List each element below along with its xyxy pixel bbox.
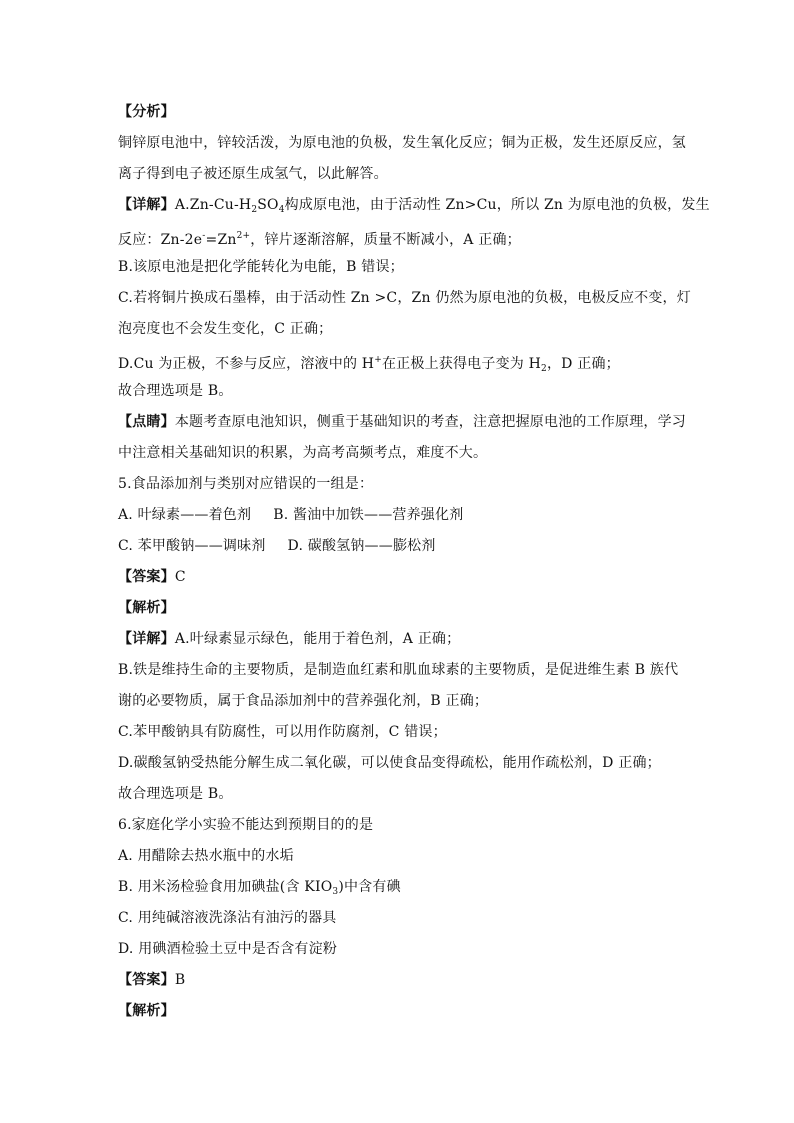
q6-option-d: D. 用碘酒检验土豆中是否含有淀粉 bbox=[118, 941, 338, 957]
q5-detail-b2: 谢的必要物质，属于食品添加剂中的营养强化剂，B 正确； bbox=[118, 693, 489, 709]
analysis-tag: 【分析】 bbox=[118, 104, 175, 120]
detail-d-superscript: + bbox=[374, 355, 382, 365]
detail-d-mid: 在正极上获得电子变为 H bbox=[381, 356, 542, 372]
q6-jiexi-heading bbox=[118, 1001, 683, 1021]
q6-jiexi-tag: 【解析】 bbox=[118, 1003, 175, 1019]
q5-detail-a-text: A.叶绿素显示绿色，能用于着色剂，A 正确； bbox=[174, 631, 461, 647]
detail-line-c2: 泡亮度也不会发生变化，C 正确； bbox=[118, 321, 333, 337]
detail-a2-post: ，锌片逐渐溶解，质量不断减小，A 正确； bbox=[250, 232, 521, 248]
q5-answer-line bbox=[118, 567, 683, 587]
q5-answer-tag: 【答案】 bbox=[118, 569, 175, 585]
comment-tag: 【点睛】 bbox=[118, 414, 175, 430]
detail-line-b: B.该原电池是把化学能转化为电能，B 错误； bbox=[118, 259, 404, 275]
detail-d-post: ，D 正确； bbox=[546, 356, 620, 372]
q5-detail-a bbox=[118, 629, 683, 649]
q6-option-c: C. 用纯碱溶液洗涤沾有油污的器具 bbox=[118, 910, 337, 926]
q5-jiexi-tag: 【解析】 bbox=[118, 600, 175, 616]
detail-tag: 【详解】 bbox=[118, 197, 175, 213]
detail-a2-pre: 反应：Zn-2e bbox=[118, 232, 203, 248]
detail-a1-post: 构成原电池，由于活动性 Zn>Cu，所以 Zn 为原电池的负极，发生 bbox=[284, 197, 710, 213]
q5-conclusion: 故合理选项是 B。 bbox=[118, 786, 233, 802]
q5-stem: 5.食品添加剂与类别对应错误的一组是： bbox=[118, 476, 374, 492]
detail-a2-superscript: - bbox=[202, 231, 206, 241]
q5-answer: C bbox=[174, 569, 186, 585]
q6-answer-line bbox=[118, 970, 683, 990]
detail-a1-mid: SO bbox=[257, 197, 279, 213]
q6-stem: 6.家庭化学小实验不能达到预期目的的是 bbox=[118, 817, 374, 833]
detail-d-subscript: 2 bbox=[541, 364, 547, 374]
comment-line-2: 中注意相关基础知识的积累，为高考高频考点，难度不大。 bbox=[118, 445, 488, 461]
analysis-heading bbox=[118, 102, 683, 122]
q5-detail-tag: 【详解】 bbox=[118, 631, 175, 647]
q6-answer-tag: 【答案】 bbox=[118, 972, 175, 988]
q6-option-b-subscript: 3 bbox=[332, 887, 339, 897]
q5-detail-c: C.苯甲酸钠具有防腐性，可以用作防腐剂，C 错误； bbox=[118, 724, 447, 740]
comment-text-1: 本题考查原电池知识，侧重于基础知识的考查，注意把握原电池的工作原理，学习 bbox=[174, 414, 687, 430]
q5-option-d: D. 碳酸氢钠——膨松剂 bbox=[287, 538, 436, 554]
detail-a1-subscript: 2 bbox=[251, 205, 258, 215]
detail-line-c1: C.若将铜片换成石墨棒，由于活动性 Zn >C，Zn 仍然为原电池的负极，电极反应不变，灯 bbox=[118, 290, 691, 306]
q5-jiexi-heading bbox=[118, 598, 683, 618]
detail-line-d bbox=[118, 350, 683, 379]
detail-a2-superscript-2: 2+ bbox=[236, 231, 251, 241]
q6-option-b-post: )中含有碘 bbox=[338, 879, 401, 895]
detail-a1-subscript-2: 4 bbox=[278, 205, 285, 215]
q5-option-b: B. 酱油中加铁——营养强化剂 bbox=[273, 507, 464, 523]
q5-options-row-1 bbox=[118, 505, 683, 525]
detail-line-a2 bbox=[118, 226, 683, 250]
q6-answer: B bbox=[174, 972, 186, 988]
detail-line-a1 bbox=[118, 195, 710, 220]
detail-a2-mid: =Zn bbox=[205, 232, 237, 248]
q5-detail-d: D.碳酸氢钠受热能分解生成二氧化碳，可以使食品变得疏松，能用作疏松剂，D 正确； bbox=[118, 755, 661, 771]
q5-detail-b1: B.铁是维持生命的主要物质，是制造血红素和肌血球素的主要物质，是促进维生素 B 族代 bbox=[118, 662, 679, 678]
q5-option-a: A. 叶绿素——着色剂 bbox=[118, 507, 252, 523]
analysis-line-1: 铜锌原电池中，锌较活泼，为原电池的负极，发生氧化反应；铜为正极，发生还原反应，氢 bbox=[118, 135, 686, 151]
q5-options-row-2 bbox=[118, 536, 683, 556]
detail-a1-pre: A.Zn-Cu-H bbox=[174, 197, 252, 213]
q6-option-b bbox=[118, 877, 683, 902]
q6-option-a: A. 用醋除去热水瓶中的水垢 bbox=[118, 848, 294, 864]
analysis-line-2: 离子得到电子被还原生成氢气，以此解答。 bbox=[118, 166, 388, 182]
comment-line-1 bbox=[118, 412, 687, 432]
conclusion-line: 故合理选项是 B。 bbox=[118, 383, 233, 399]
q6-option-b-pre: B. 用米汤检验食用加碘盐(含 KIO bbox=[118, 879, 333, 895]
q5-option-c: C. 苯甲酸钠——调味剂 bbox=[118, 538, 266, 554]
detail-d-pre: D.Cu 为正极，不参与反应，溶液中的 H bbox=[118, 356, 375, 372]
